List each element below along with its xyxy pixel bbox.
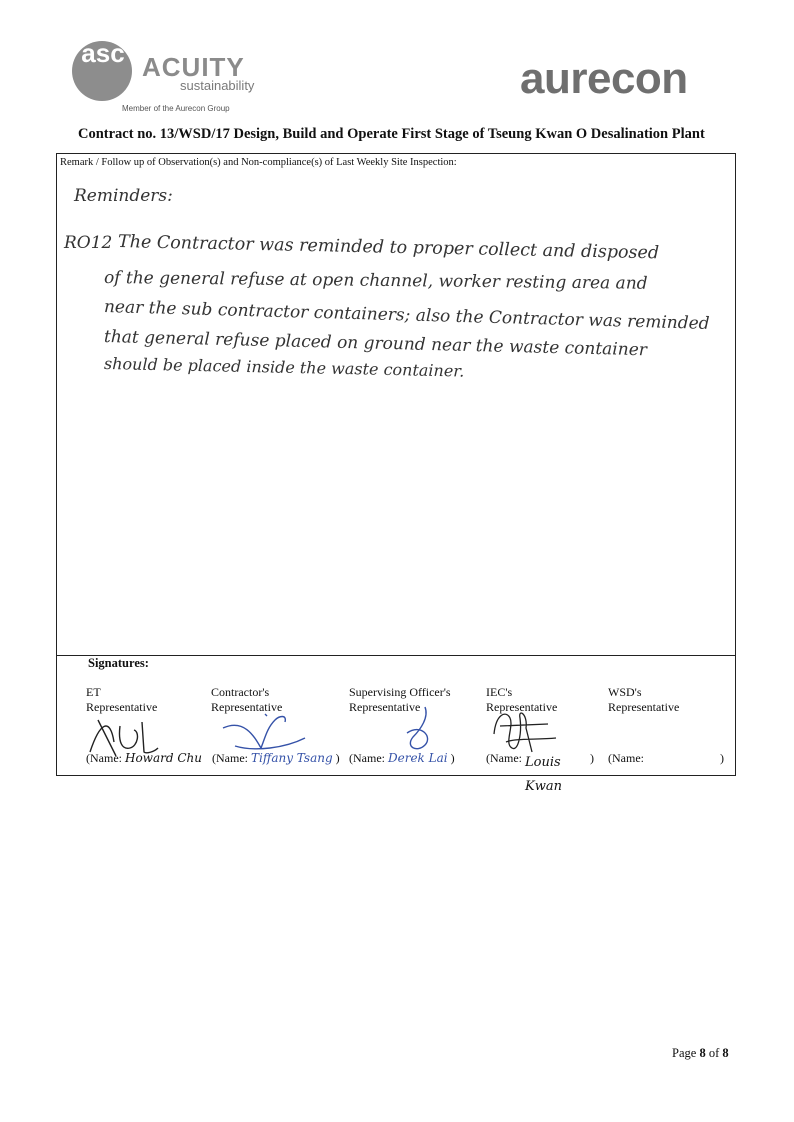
so-name-line xyxy=(349,751,455,766)
remark-line-4: that general refuse placed on ground near the waste container xyxy=(103,327,648,361)
signature-divider xyxy=(56,655,736,656)
acuity-logo xyxy=(70,38,260,118)
so-name: Derek Lai xyxy=(387,751,448,765)
wsd-role-line2: Representative xyxy=(608,700,680,714)
wsd-role xyxy=(608,685,679,715)
wsd-name-prefix: (Name: xyxy=(608,751,644,765)
wsd-name-suffix: ) xyxy=(720,751,724,765)
iec-name: Louis Kwan xyxy=(524,755,562,794)
acuity-member-text: Member of the Aurecon Group xyxy=(122,104,230,113)
so-role-line2: Representative xyxy=(349,700,421,714)
contractor-name-prefix: (Name: xyxy=(212,751,248,765)
et-role-line2: Representative xyxy=(86,700,158,714)
iec-name-suffix: ) xyxy=(590,751,594,765)
wsd-name-line xyxy=(608,751,724,766)
aurecon-logo: aurecon xyxy=(520,54,688,103)
reminders-heading: Reminders: xyxy=(74,186,173,206)
et-name-prefix: (Name: xyxy=(86,751,122,765)
contractor-name: Tiffany Tsang xyxy=(250,751,333,765)
contract-title: Contract no. 13/WSD/17 Design, Build and Operate First Stage of Tseung Kwan O Desalination Plant xyxy=(78,126,705,142)
remark-line-2: of the general refuse at open channel, worker resting area and xyxy=(103,268,648,294)
iec-name-line xyxy=(486,751,596,799)
contractor-name-line xyxy=(212,751,340,766)
contractor-name-suffix: ) xyxy=(335,751,340,765)
wsd-role-line1: WSD's xyxy=(608,685,642,699)
so-name-suffix: ) xyxy=(450,751,455,765)
page-total: 8 xyxy=(722,1046,729,1060)
acuity-name: ACUITY xyxy=(142,52,245,82)
remark-line-3: near the sub contractor containers; also the Contractor was reminded xyxy=(103,297,710,334)
contractor-role-line2: Representative xyxy=(211,700,283,714)
et-name-line xyxy=(86,751,202,766)
page-current: 8 xyxy=(699,1046,706,1060)
item-number: RO12 xyxy=(64,233,113,253)
iec-name-prefix: (Name: xyxy=(486,751,522,765)
remark-line-5: should be placed inside the waste container. xyxy=(103,354,465,381)
page-number xyxy=(672,1046,729,1061)
so-role-line1: Supervising Officer's xyxy=(349,685,451,699)
acuity-sub: sustainability xyxy=(180,78,255,93)
page-of: of xyxy=(708,1046,720,1060)
iec-role-line2: Representative xyxy=(486,700,558,714)
et-name: Howard Chu xyxy=(124,751,202,765)
remark-line-1: The Contractor was reminded to proper collect and disposed xyxy=(117,232,660,264)
remark-label: Remark / Follow up of Observation(s) and Non-compliance(s) of Last Weekly Site Inspection: xyxy=(60,157,457,168)
et-role-line1: ET xyxy=(86,685,101,699)
so-name-prefix: (Name: xyxy=(349,751,385,765)
contractor-role-line1: Contractor's xyxy=(211,685,270,699)
acuity-logo-letters: asc xyxy=(81,38,125,68)
iec-role-line1: IEC's xyxy=(486,685,513,699)
page-prefix: Page xyxy=(672,1046,697,1060)
et-role xyxy=(86,685,157,715)
so-signature xyxy=(395,703,445,755)
signatures-heading: Signatures: xyxy=(88,656,149,670)
